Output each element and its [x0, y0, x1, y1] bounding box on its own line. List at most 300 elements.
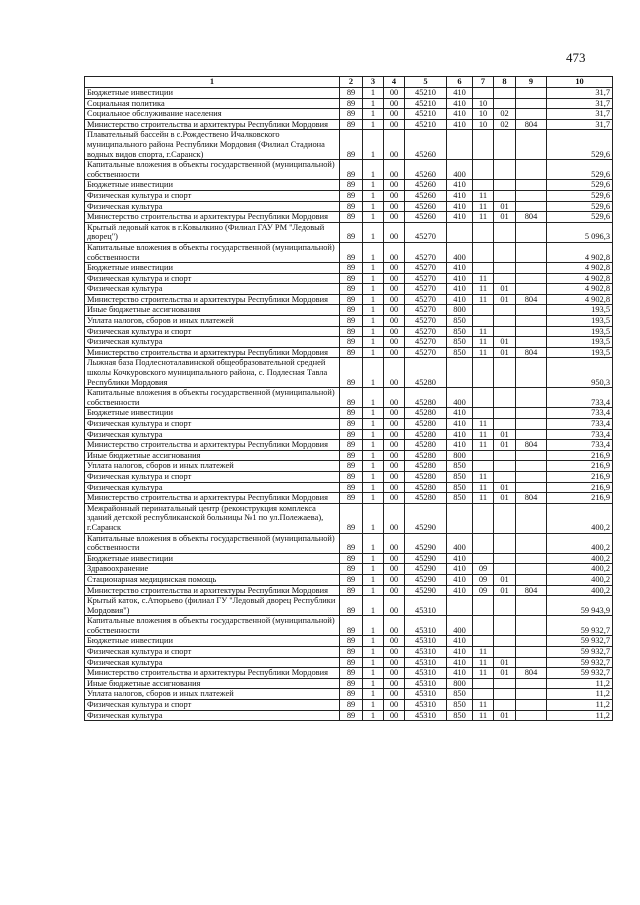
table-row	[85, 574, 613, 585]
code-pr: 01	[494, 440, 516, 451]
code-target: 45290	[405, 585, 447, 596]
code-pr: 01	[494, 585, 516, 596]
code-2: 89	[340, 710, 363, 721]
code-vr: 800	[447, 678, 473, 689]
table-row	[85, 358, 613, 388]
code-pr	[494, 564, 516, 575]
code-3: 1	[363, 273, 384, 284]
code-grbs	[516, 201, 547, 212]
amount: 400,2	[547, 585, 613, 596]
code-4: 00	[384, 429, 405, 440]
code-3: 1	[363, 242, 384, 262]
code-rz	[473, 553, 494, 564]
code-target: 45310	[405, 700, 447, 711]
table-row	[85, 326, 613, 337]
row-name: Физическая культура и спорт	[85, 471, 340, 482]
amount: 216,9	[547, 482, 613, 493]
row-name: Министерство строительства и архитектуры Республики Мордовия	[85, 440, 340, 451]
code-grbs: 804	[516, 119, 547, 130]
code-grbs	[516, 533, 547, 553]
row-name: Физическая культура	[85, 429, 340, 440]
table-row	[85, 450, 613, 461]
code-3: 1	[363, 109, 384, 120]
code-2: 89	[340, 471, 363, 482]
code-target: 45290	[405, 533, 447, 553]
code-vr	[447, 503, 473, 533]
code-pr: 01	[494, 294, 516, 305]
code-rz	[473, 180, 494, 191]
code-rz	[473, 130, 494, 160]
code-4: 00	[384, 574, 405, 585]
code-2: 89	[340, 668, 363, 679]
code-4: 00	[384, 668, 405, 679]
code-pr: 01	[494, 201, 516, 212]
code-2: 89	[340, 388, 363, 408]
code-rz	[473, 222, 494, 242]
code-vr: 410	[447, 180, 473, 191]
code-3: 1	[363, 180, 384, 191]
code-rz: 09	[473, 574, 494, 585]
code-3: 1	[363, 305, 384, 316]
code-pr	[494, 130, 516, 160]
code-target: 45280	[405, 482, 447, 493]
amount: 733,4	[547, 408, 613, 419]
code-4: 00	[384, 88, 405, 99]
amount: 4 902,8	[547, 273, 613, 284]
code-target: 45280	[405, 471, 447, 482]
code-pr	[494, 689, 516, 700]
amount: 4 902,8	[547, 263, 613, 274]
table-row	[85, 668, 613, 679]
table-row	[85, 616, 613, 636]
amount: 529,6	[547, 212, 613, 223]
table-row	[85, 347, 613, 358]
row-name: Физическая культура	[85, 710, 340, 721]
code-2: 89	[340, 284, 363, 295]
code-3: 1	[363, 636, 384, 647]
row-name: Уплата налогов, сборов и иных платежей	[85, 689, 340, 700]
code-target: 45270	[405, 222, 447, 242]
code-vr: 400	[447, 160, 473, 180]
row-name: Физическая культура	[85, 337, 340, 348]
code-vr: 410	[447, 190, 473, 201]
code-2: 89	[340, 636, 363, 647]
code-pr	[494, 358, 516, 388]
code-3: 1	[363, 533, 384, 553]
code-pr	[494, 316, 516, 327]
table-row	[85, 109, 613, 120]
code-rz: 11	[473, 493, 494, 504]
code-4: 00	[384, 616, 405, 636]
table-row	[85, 700, 613, 711]
code-grbs	[516, 388, 547, 408]
row-name: Физическая культура и спорт	[85, 700, 340, 711]
code-4: 00	[384, 408, 405, 419]
code-vr: 410	[447, 294, 473, 305]
code-2: 89	[340, 273, 363, 284]
code-4: 00	[384, 337, 405, 348]
column-header: 5	[405, 77, 447, 88]
code-target: 45280	[405, 493, 447, 504]
row-name: Физическая культура и спорт	[85, 190, 340, 201]
code-pr	[494, 450, 516, 461]
code-4: 00	[384, 461, 405, 472]
code-grbs: 804	[516, 347, 547, 358]
code-4: 00	[384, 419, 405, 430]
code-vr: 410	[447, 201, 473, 212]
amount: 11,2	[547, 710, 613, 721]
amount: 193,5	[547, 337, 613, 348]
code-3: 1	[363, 657, 384, 668]
code-3: 1	[363, 98, 384, 109]
code-pr: 02	[494, 119, 516, 130]
column-header: 8	[494, 77, 516, 88]
code-pr	[494, 678, 516, 689]
code-rz: 11	[473, 190, 494, 201]
table-row	[85, 636, 613, 647]
code-2: 89	[340, 160, 363, 180]
code-3: 1	[363, 471, 384, 482]
code-pr: 01	[494, 710, 516, 721]
code-grbs	[516, 180, 547, 191]
code-2: 89	[340, 190, 363, 201]
code-4: 00	[384, 326, 405, 337]
row-name: Физическая культура	[85, 657, 340, 668]
code-pr	[494, 222, 516, 242]
code-target: 45290	[405, 564, 447, 575]
code-3: 1	[363, 419, 384, 430]
code-rz	[473, 503, 494, 533]
row-name: Капитальные вложения в объекты государственной (муниципальной) собственности	[85, 160, 340, 180]
table-row	[85, 585, 613, 596]
code-vr: 410	[447, 263, 473, 274]
code-pr	[494, 263, 516, 274]
code-3: 1	[363, 689, 384, 700]
row-name: Бюджетные инвестиции	[85, 408, 340, 419]
table-row	[85, 596, 613, 616]
code-rz: 11	[473, 326, 494, 337]
code-target: 45270	[405, 273, 447, 284]
code-2: 89	[340, 119, 363, 130]
code-vr: 850	[447, 326, 473, 337]
code-2: 89	[340, 109, 363, 120]
table-row	[85, 190, 613, 201]
table-row	[85, 263, 613, 274]
code-pr	[494, 616, 516, 636]
table-row	[85, 657, 613, 668]
code-2: 89	[340, 222, 363, 242]
code-target: 45270	[405, 316, 447, 327]
table-row	[85, 160, 613, 180]
code-vr: 410	[447, 284, 473, 295]
code-4: 00	[384, 564, 405, 575]
code-vr: 410	[447, 419, 473, 430]
amount: 4 902,8	[547, 284, 613, 295]
code-rz: 11	[473, 471, 494, 482]
code-2: 89	[340, 242, 363, 262]
code-target: 45280	[405, 408, 447, 419]
row-name: Крытый каток, с.Атюрьево (филиал ГУ "Ледовый дворец Республики Мордовия")	[85, 596, 340, 616]
amount: 59 932,7	[547, 636, 613, 647]
code-grbs	[516, 596, 547, 616]
code-target: 45310	[405, 596, 447, 616]
code-target: 45310	[405, 636, 447, 647]
table-row	[85, 305, 613, 316]
code-2: 89	[340, 408, 363, 419]
code-rz	[473, 450, 494, 461]
code-pr	[494, 647, 516, 658]
code-3: 1	[363, 585, 384, 596]
table-row	[85, 273, 613, 284]
column-header: 9	[516, 77, 547, 88]
table-row	[85, 212, 613, 223]
code-2: 89	[340, 574, 363, 585]
table-row	[85, 678, 613, 689]
code-4: 00	[384, 284, 405, 295]
amount: 11,2	[547, 700, 613, 711]
code-target: 45310	[405, 657, 447, 668]
code-rz	[473, 408, 494, 419]
code-vr	[447, 358, 473, 388]
code-vr: 850	[447, 461, 473, 472]
code-target: 45260	[405, 190, 447, 201]
table-row	[85, 88, 613, 99]
table-row	[85, 553, 613, 564]
row-name: Социальная политика	[85, 98, 340, 109]
code-pr: 01	[494, 337, 516, 348]
code-2: 89	[340, 212, 363, 223]
column-header: 6	[447, 77, 473, 88]
code-2: 89	[340, 316, 363, 327]
code-vr: 410	[447, 429, 473, 440]
row-name: Физическая культура и спорт	[85, 419, 340, 430]
column-header: 7	[473, 77, 494, 88]
code-pr	[494, 160, 516, 180]
code-target: 45280	[405, 461, 447, 472]
code-grbs	[516, 553, 547, 564]
row-name: Министерство строительства и архитектуры Республики Мордовия	[85, 668, 340, 679]
code-grbs	[516, 419, 547, 430]
code-vr: 410	[447, 585, 473, 596]
code-rz	[473, 689, 494, 700]
code-3: 1	[363, 553, 384, 564]
code-target: 45290	[405, 553, 447, 564]
code-target: 45270	[405, 347, 447, 358]
code-pr	[494, 700, 516, 711]
row-name: Министерство строительства и архитектуры Республики Мордовия	[85, 212, 340, 223]
code-vr	[447, 222, 473, 242]
code-2: 89	[340, 88, 363, 99]
row-name: Капитальные вложения в объекты государственной (муниципальной) собственности	[85, 242, 340, 262]
code-2: 89	[340, 461, 363, 472]
code-grbs	[516, 88, 547, 99]
code-target: 45260	[405, 212, 447, 223]
amount: 193,5	[547, 305, 613, 316]
code-4: 00	[384, 503, 405, 533]
table-row	[85, 461, 613, 472]
code-3: 1	[363, 190, 384, 201]
code-grbs	[516, 358, 547, 388]
code-grbs	[516, 636, 547, 647]
code-rz: 09	[473, 585, 494, 596]
code-3: 1	[363, 440, 384, 451]
code-target: 45260	[405, 201, 447, 212]
row-name: Физическая культура и спорт	[85, 647, 340, 658]
table-row	[85, 429, 613, 440]
table-row	[85, 130, 613, 160]
code-pr	[494, 636, 516, 647]
code-vr: 410	[447, 553, 473, 564]
table-row	[85, 337, 613, 348]
code-vr: 410	[447, 440, 473, 451]
code-3: 1	[363, 316, 384, 327]
page-number: 473	[566, 50, 586, 65]
code-2: 89	[340, 700, 363, 711]
code-4: 00	[384, 493, 405, 504]
code-vr: 410	[447, 657, 473, 668]
code-target: 45280	[405, 429, 447, 440]
code-rz: 11	[473, 273, 494, 284]
code-vr: 410	[447, 668, 473, 679]
code-target: 45270	[405, 305, 447, 316]
code-grbs	[516, 109, 547, 120]
code-target: 45290	[405, 503, 447, 533]
code-vr: 410	[447, 564, 473, 575]
row-name: Физическая культура и спорт	[85, 326, 340, 337]
code-vr: 410	[447, 212, 473, 223]
code-4: 00	[384, 678, 405, 689]
code-3: 1	[363, 294, 384, 305]
column-header: 3	[363, 77, 384, 88]
code-3: 1	[363, 668, 384, 679]
code-4: 00	[384, 119, 405, 130]
code-vr: 410	[447, 119, 473, 130]
amount: 400,2	[547, 533, 613, 553]
code-vr: 800	[447, 450, 473, 461]
amount: 216,9	[547, 493, 613, 504]
column-header: 2	[340, 77, 363, 88]
amount: 59 932,7	[547, 657, 613, 668]
amount: 216,9	[547, 471, 613, 482]
code-3: 1	[363, 700, 384, 711]
code-target: 45260	[405, 160, 447, 180]
code-rz	[473, 358, 494, 388]
code-grbs: 804	[516, 294, 547, 305]
code-vr: 410	[447, 636, 473, 647]
code-target: 45310	[405, 710, 447, 721]
code-pr: 01	[494, 212, 516, 223]
row-name: Бюджетные инвестиции	[85, 88, 340, 99]
amount: 529,6	[547, 201, 613, 212]
amount: 11,2	[547, 678, 613, 689]
amount: 5 096,3	[547, 222, 613, 242]
header-row	[85, 77, 613, 88]
code-rz: 11	[473, 347, 494, 358]
code-target: 45310	[405, 616, 447, 636]
code-3: 1	[363, 358, 384, 388]
code-target: 45260	[405, 180, 447, 191]
code-4: 00	[384, 98, 405, 109]
amount: 950,3	[547, 358, 613, 388]
code-3: 1	[363, 284, 384, 295]
code-grbs	[516, 678, 547, 689]
code-2: 89	[340, 98, 363, 109]
row-name: Бюджетные инвестиции	[85, 180, 340, 191]
code-pr: 01	[494, 574, 516, 585]
table-row	[85, 316, 613, 327]
code-grbs	[516, 616, 547, 636]
code-3: 1	[363, 503, 384, 533]
code-rz	[473, 242, 494, 262]
code-rz	[473, 305, 494, 316]
code-target: 45210	[405, 88, 447, 99]
code-4: 00	[384, 222, 405, 242]
row-name: Иные бюджетные ассигнования	[85, 678, 340, 689]
code-3: 1	[363, 450, 384, 461]
code-2: 89	[340, 294, 363, 305]
table-row	[85, 408, 613, 419]
code-3: 1	[363, 347, 384, 358]
code-3: 1	[363, 212, 384, 223]
code-grbs	[516, 689, 547, 700]
table-row	[85, 493, 613, 504]
code-4: 00	[384, 130, 405, 160]
code-target: 45310	[405, 668, 447, 679]
code-3: 1	[363, 429, 384, 440]
code-grbs	[516, 242, 547, 262]
code-grbs	[516, 503, 547, 533]
row-name: Министерство строительства и архитектуры Республики Мордовия	[85, 585, 340, 596]
code-vr: 410	[447, 647, 473, 658]
code-4: 00	[384, 316, 405, 327]
code-rz: 11	[473, 284, 494, 295]
code-vr: 410	[447, 273, 473, 284]
table-row	[85, 440, 613, 451]
code-rz: 09	[473, 564, 494, 575]
code-pr: 01	[494, 284, 516, 295]
code-3: 1	[363, 222, 384, 242]
code-vr: 800	[447, 305, 473, 316]
code-pr	[494, 180, 516, 191]
code-3: 1	[363, 326, 384, 337]
code-4: 00	[384, 482, 405, 493]
code-grbs	[516, 222, 547, 242]
code-grbs: 804	[516, 493, 547, 504]
table-row	[85, 242, 613, 262]
amount: 529,6	[547, 130, 613, 160]
code-3: 1	[363, 493, 384, 504]
row-name: Бюджетные инвестиции	[85, 553, 340, 564]
code-pr	[494, 326, 516, 337]
code-2: 89	[340, 180, 363, 191]
code-2: 89	[340, 429, 363, 440]
code-rz: 11	[473, 212, 494, 223]
row-name: Физическая культура	[85, 482, 340, 493]
code-grbs	[516, 316, 547, 327]
column-header: 4	[384, 77, 405, 88]
budget-table	[84, 76, 613, 721]
code-2: 89	[340, 419, 363, 430]
code-3: 1	[363, 574, 384, 585]
code-vr	[447, 596, 473, 616]
code-vr: 850	[447, 471, 473, 482]
code-4: 00	[384, 273, 405, 284]
code-rz	[473, 263, 494, 274]
code-grbs	[516, 263, 547, 274]
code-rz: 11	[473, 647, 494, 658]
table-row	[85, 689, 613, 700]
code-rz	[473, 316, 494, 327]
